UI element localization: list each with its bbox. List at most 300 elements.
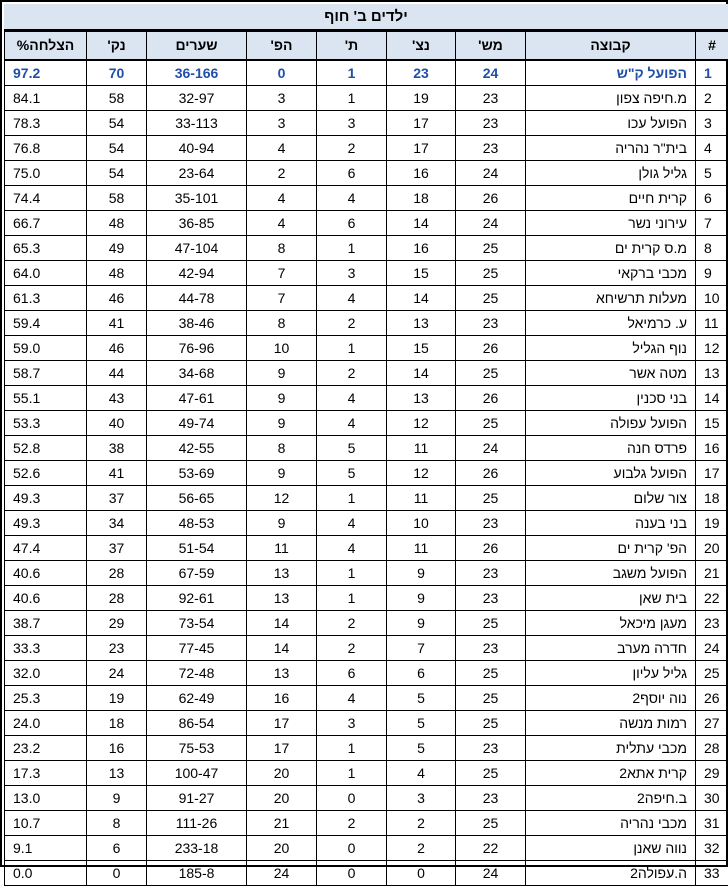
cell-rank: 10 — [696, 286, 728, 311]
cell-team: ע. כרמיאל — [526, 311, 696, 336]
cell-wins: 10 — [387, 511, 456, 536]
cell-draws: 4 — [317, 536, 387, 561]
cell-points: 54 — [87, 161, 147, 186]
cell-goals: 23-64 — [147, 161, 247, 186]
cell-losses: 14 — [247, 636, 317, 661]
cell-draws: 1 — [317, 336, 387, 361]
cell-rank: 21 — [696, 561, 728, 586]
cell-team: מ.ס קרית ים — [526, 236, 696, 261]
cell-draws: 0 — [317, 861, 387, 886]
cell-success-pct: 59.4 — [5, 311, 87, 336]
cell-points: 23 — [87, 636, 147, 661]
cell-rank: 14 — [696, 386, 728, 411]
cell-games: 23 — [456, 636, 526, 661]
cell-team: ה.עפולה2 — [526, 861, 696, 886]
cell-success-pct: 52.8 — [5, 436, 87, 461]
cell-success-pct: 40.6 — [5, 586, 87, 611]
cell-team: בית"ר נהריה — [526, 136, 696, 161]
cell-points: 58 — [87, 86, 147, 111]
cell-team: גליל גולן — [526, 161, 696, 186]
cell-rank: 2 — [696, 86, 728, 111]
cell-wins: 19 — [387, 86, 456, 111]
cell-team: חדרה מערב — [526, 636, 696, 661]
cell-wins: 5 — [387, 711, 456, 736]
cell-team: נוה יוסף2 — [526, 686, 696, 711]
cell-draws: 1 — [317, 586, 387, 611]
cell-losses: 3 — [247, 111, 317, 136]
cell-wins: 18 — [387, 186, 456, 211]
cell-games: 25 — [456, 711, 526, 736]
cell-success-pct: 32.0 — [5, 661, 87, 686]
cell-rank: 8 — [696, 236, 728, 261]
cell-losses: 24 — [247, 861, 317, 886]
cell-games: 23 — [456, 511, 526, 536]
cell-team: פרדס חנה — [526, 436, 696, 461]
cell-losses: 13 — [247, 586, 317, 611]
header-goals: שערים — [147, 32, 247, 61]
cell-games: 25 — [456, 286, 526, 311]
table-row — [5, 236, 728, 261]
cell-goals: 48-53 — [147, 511, 247, 536]
cell-rank: 30 — [696, 786, 728, 811]
cell-rank: 25 — [696, 661, 728, 686]
cell-wins: 3 — [387, 786, 456, 811]
cell-points: 16 — [87, 736, 147, 761]
cell-goals: 73-54 — [147, 611, 247, 636]
cell-wins: 2 — [387, 811, 456, 836]
cell-draws: 1 — [317, 60, 387, 86]
cell-rank: 12 — [696, 336, 728, 361]
cell-draws: 2 — [317, 636, 387, 661]
table-row — [5, 486, 728, 511]
cell-wins: 11 — [387, 536, 456, 561]
table-row — [5, 361, 728, 386]
cell-rank: 26 — [696, 686, 728, 711]
cell-draws: 2 — [317, 136, 387, 161]
cell-games: 26 — [456, 186, 526, 211]
standings-table — [4, 31, 728, 886]
cell-team: הפ' קרית ים — [526, 536, 696, 561]
cell-goals: 77-45 — [147, 636, 247, 661]
cell-success-pct: 66.7 — [5, 211, 87, 236]
cell-points: 41 — [87, 311, 147, 336]
cell-success-pct: 61.3 — [5, 286, 87, 311]
cell-success-pct: 10.7 — [5, 811, 87, 836]
cell-losses: 7 — [247, 261, 317, 286]
table-row — [5, 561, 728, 586]
cell-wins: 17 — [387, 111, 456, 136]
cell-success-pct: 97.2 — [5, 60, 87, 86]
table-row — [5, 286, 728, 311]
cell-rank: 5 — [696, 161, 728, 186]
cell-team: קרית אתא2 — [526, 761, 696, 786]
cell-points: 8 — [87, 811, 147, 836]
cell-success-pct: 55.1 — [5, 386, 87, 411]
cell-draws: 1 — [317, 486, 387, 511]
cell-draws: 2 — [317, 361, 387, 386]
cell-draws: 4 — [317, 386, 387, 411]
table-row — [5, 536, 728, 561]
cell-games: 25 — [456, 611, 526, 636]
table-row — [5, 336, 728, 361]
cell-rank: 29 — [696, 761, 728, 786]
table-row — [5, 686, 728, 711]
cell-team: מכבי נהריה — [526, 811, 696, 836]
cell-goals: 67-59 — [147, 561, 247, 586]
table-row — [5, 661, 728, 686]
cell-games: 24 — [456, 60, 526, 86]
table-row — [5, 511, 728, 536]
cell-team: צור שלום — [526, 486, 696, 511]
cell-losses: 8 — [247, 436, 317, 461]
cell-wins: 11 — [387, 436, 456, 461]
header-points: נק' — [87, 32, 147, 61]
cell-draws: 2 — [317, 611, 387, 636]
cell-success-pct: 9.1 — [5, 836, 87, 861]
cell-losses: 4 — [247, 186, 317, 211]
cell-team: מטה אשר — [526, 361, 696, 386]
cell-losses: 20 — [247, 761, 317, 786]
header-success-pct: הצלחה% — [5, 32, 87, 61]
cell-success-pct: 76.8 — [5, 136, 87, 161]
table-row — [5, 411, 728, 436]
cell-games: 22 — [456, 836, 526, 861]
table-row — [5, 211, 728, 236]
cell-draws: 2 — [317, 311, 387, 336]
cell-goals: 111-26 — [147, 811, 247, 836]
cell-losses: 0 — [247, 60, 317, 86]
cell-losses: 12 — [247, 486, 317, 511]
cell-draws: 1 — [317, 561, 387, 586]
cell-team: נווה שאנן — [526, 836, 696, 861]
cell-draws: 4 — [317, 186, 387, 211]
cell-games: 26 — [456, 386, 526, 411]
cell-success-pct: 53.3 — [5, 411, 87, 436]
cell-wins: 17 — [387, 136, 456, 161]
cell-games: 23 — [456, 111, 526, 136]
cell-rank: 9 — [696, 261, 728, 286]
cell-points: 46 — [87, 286, 147, 311]
cell-wins: 5 — [387, 686, 456, 711]
cell-games: 23 — [456, 136, 526, 161]
cell-points: 28 — [87, 561, 147, 586]
cell-success-pct: 78.3 — [5, 111, 87, 136]
cell-points: 46 — [87, 336, 147, 361]
cell-games: 23 — [456, 736, 526, 761]
cell-games: 25 — [456, 361, 526, 386]
cell-goals: 47-104 — [147, 236, 247, 261]
cell-draws: 3 — [317, 261, 387, 286]
cell-success-pct: 49.3 — [5, 486, 87, 511]
cell-rank: 15 — [696, 411, 728, 436]
table-row — [5, 436, 728, 461]
cell-rank: 16 — [696, 436, 728, 461]
cell-points: 54 — [87, 111, 147, 136]
cell-success-pct: 64.0 — [5, 261, 87, 286]
cell-points: 40 — [87, 411, 147, 436]
cell-team: בני בענה — [526, 511, 696, 536]
cell-wins: 4 — [387, 761, 456, 786]
cell-success-pct: 65.3 — [5, 236, 87, 261]
header-wins: נצ' — [387, 32, 456, 61]
cell-wins: 12 — [387, 461, 456, 486]
cell-goals: 72-48 — [147, 661, 247, 686]
header-losses: הפ' — [247, 32, 317, 61]
cell-wins: 13 — [387, 386, 456, 411]
cell-success-pct: 17.3 — [5, 761, 87, 786]
table-row — [5, 736, 728, 761]
cell-losses: 16 — [247, 686, 317, 711]
cell-wins: 15 — [387, 336, 456, 361]
cell-team: בית שאן — [526, 586, 696, 611]
cell-draws: 4 — [317, 411, 387, 436]
cell-wins: 9 — [387, 586, 456, 611]
cell-draws: 2 — [317, 811, 387, 836]
cell-points: 49 — [87, 236, 147, 261]
cell-rank: 3 — [696, 111, 728, 136]
cell-rank: 13 — [696, 361, 728, 386]
cell-rank: 24 — [696, 636, 728, 661]
cell-games: 24 — [456, 436, 526, 461]
cell-losses: 9 — [247, 411, 317, 436]
cell-rank: 11 — [696, 311, 728, 336]
cell-success-pct: 38.7 — [5, 611, 87, 636]
cell-draws: 1 — [317, 236, 387, 261]
cell-team: עירוני נשר — [526, 211, 696, 236]
header-rank: # — [696, 32, 728, 61]
cell-goals: 42-55 — [147, 436, 247, 461]
cell-team: הפועל גלבוע — [526, 461, 696, 486]
cell-points: 13 — [87, 761, 147, 786]
cell-team: הפועל עפולה — [526, 411, 696, 436]
cell-losses: 2 — [247, 161, 317, 186]
cell-success-pct: 13.0 — [5, 786, 87, 811]
cell-wins: 12 — [387, 411, 456, 436]
cell-wins: 7 — [387, 636, 456, 661]
cell-wins: 9 — [387, 611, 456, 636]
cell-games: 23 — [456, 311, 526, 336]
cell-goals: 47-61 — [147, 386, 247, 411]
cell-team: הפועל משגב — [526, 561, 696, 586]
cell-success-pct: 52.6 — [5, 461, 87, 486]
cell-success-pct: 0.0 — [5, 861, 87, 886]
cell-goals: 92-61 — [147, 586, 247, 611]
table-row — [5, 261, 728, 286]
cell-games: 24 — [456, 211, 526, 236]
cell-success-pct: 59.0 — [5, 336, 87, 361]
cell-team: הפועל עכו — [526, 111, 696, 136]
table-row — [5, 586, 728, 611]
cell-points: 29 — [87, 611, 147, 636]
table-row — [5, 86, 728, 111]
cell-goals: 86-54 — [147, 711, 247, 736]
cell-points: 9 — [87, 786, 147, 811]
cell-games: 25 — [456, 486, 526, 511]
cell-rank: 4 — [696, 136, 728, 161]
cell-points: 43 — [87, 386, 147, 411]
cell-goals: 49-74 — [147, 411, 247, 436]
cell-games: 23 — [456, 86, 526, 111]
cell-games: 25 — [456, 411, 526, 436]
table-row — [5, 611, 728, 636]
cell-games: 25 — [456, 661, 526, 686]
cell-games: 23 — [456, 586, 526, 611]
table-row — [5, 111, 728, 136]
cell-goals: 44-78 — [147, 286, 247, 311]
cell-success-pct: 49.3 — [5, 511, 87, 536]
cell-losses: 20 — [247, 786, 317, 811]
cell-team: בני סכנין — [526, 386, 696, 411]
cell-losses: 3 — [247, 86, 317, 111]
cell-points: 58 — [87, 186, 147, 211]
cell-goals: 76-96 — [147, 336, 247, 361]
cell-games: 23 — [456, 786, 526, 811]
cell-draws: 1 — [317, 86, 387, 111]
cell-goals: 34-68 — [147, 361, 247, 386]
cell-success-pct: 40.6 — [5, 561, 87, 586]
table-row — [5, 836, 728, 861]
cell-team: נוף הגליל — [526, 336, 696, 361]
cell-goals: 53-69 — [147, 461, 247, 486]
table-row — [5, 786, 728, 811]
cell-rank: 7 — [696, 211, 728, 236]
cell-losses: 10 — [247, 336, 317, 361]
cell-losses: 9 — [247, 386, 317, 411]
cell-points: 0 — [87, 861, 147, 886]
cell-wins: 13 — [387, 311, 456, 336]
cell-points: 18 — [87, 711, 147, 736]
cell-games: 24 — [456, 861, 526, 886]
cell-team: מכבי ברקאי — [526, 261, 696, 286]
cell-wins: 9 — [387, 561, 456, 586]
cell-losses: 17 — [247, 711, 317, 736]
cell-rank: 17 — [696, 461, 728, 486]
cell-wins: 15 — [387, 261, 456, 286]
cell-wins: 16 — [387, 161, 456, 186]
cell-points: 38 — [87, 436, 147, 461]
table-row — [5, 386, 728, 411]
cell-points: 44 — [87, 361, 147, 386]
cell-points: 48 — [87, 261, 147, 286]
cell-points: 37 — [87, 486, 147, 511]
cell-rank: 28 — [696, 736, 728, 761]
cell-points: 54 — [87, 136, 147, 161]
cell-games: 26 — [456, 461, 526, 486]
cell-draws: 4 — [317, 286, 387, 311]
cell-games: 24 — [456, 161, 526, 186]
cell-success-pct: 75.0 — [5, 161, 87, 186]
cell-draws: 6 — [317, 661, 387, 686]
cell-rank: 6 — [696, 186, 728, 211]
cell-rank: 23 — [696, 611, 728, 636]
cell-losses: 13 — [247, 661, 317, 686]
cell-draws: 0 — [317, 786, 387, 811]
cell-rank: 31 — [696, 811, 728, 836]
cell-success-pct: 74.4 — [5, 186, 87, 211]
league-title: ילדים ב' חוף — [4, 4, 728, 31]
cell-games: 26 — [456, 536, 526, 561]
cell-team: מעגן מיכאל — [526, 611, 696, 636]
cell-goals: 62-49 — [147, 686, 247, 711]
cell-team: מ.חיפה צפון — [526, 86, 696, 111]
cell-wins: 16 — [387, 236, 456, 261]
cell-games: 25 — [456, 686, 526, 711]
cell-goals: 42-94 — [147, 261, 247, 286]
cell-games: 23 — [456, 561, 526, 586]
cell-wins: 11 — [387, 486, 456, 511]
table-row — [5, 811, 728, 836]
cell-losses: 9 — [247, 461, 317, 486]
cell-team: מעלות תרשיחא — [526, 286, 696, 311]
cell-losses: 7 — [247, 286, 317, 311]
cell-wins: 0 — [387, 861, 456, 886]
cell-losses: 21 — [247, 811, 317, 836]
cell-wins: 14 — [387, 361, 456, 386]
cell-goals: 35-101 — [147, 186, 247, 211]
cell-points: 28 — [87, 586, 147, 611]
cell-goals: 38-46 — [147, 311, 247, 336]
cell-draws: 0 — [317, 836, 387, 861]
cell-wins: 6 — [387, 661, 456, 686]
table-row — [5, 311, 728, 336]
cell-team: קרית חיים — [526, 186, 696, 211]
cell-rank: 19 — [696, 511, 728, 536]
cell-losses: 9 — [247, 361, 317, 386]
cell-draws: 1 — [317, 761, 387, 786]
header-draws: ת' — [317, 32, 387, 61]
cell-goals: 75-53 — [147, 736, 247, 761]
cell-wins: 14 — [387, 211, 456, 236]
table-row — [5, 761, 728, 786]
cell-losses: 13 — [247, 561, 317, 586]
cell-success-pct: 24.0 — [5, 711, 87, 736]
cell-points: 70 — [87, 60, 147, 86]
cell-rank: 33 — [696, 861, 728, 886]
cell-goals: 40-94 — [147, 136, 247, 161]
table-row — [5, 161, 728, 186]
cell-rank: 27 — [696, 711, 728, 736]
cell-team: הפועל ק"ש — [526, 60, 696, 86]
cell-games: 25 — [456, 261, 526, 286]
cell-team: מכבי עתלית — [526, 736, 696, 761]
cell-goals: 32-97 — [147, 86, 247, 111]
cell-losses: 17 — [247, 736, 317, 761]
cell-draws: 6 — [317, 211, 387, 236]
cell-wins: 2 — [387, 836, 456, 861]
cell-team: רמות מנשה — [526, 711, 696, 736]
cell-rank: 32 — [696, 836, 728, 861]
cell-losses: 9 — [247, 511, 317, 536]
cell-losses: 14 — [247, 611, 317, 636]
table-row — [5, 636, 728, 661]
cell-games: 26 — [456, 336, 526, 361]
cell-success-pct: 23.2 — [5, 736, 87, 761]
header-row — [5, 32, 728, 61]
cell-draws: 3 — [317, 711, 387, 736]
table-row — [5, 136, 728, 161]
cell-losses: 4 — [247, 211, 317, 236]
cell-wins: 5 — [387, 736, 456, 761]
cell-rank: 1 — [696, 60, 728, 86]
cell-draws: 5 — [317, 461, 387, 486]
cell-points: 24 — [87, 661, 147, 686]
cell-points: 48 — [87, 211, 147, 236]
cell-goals: 51-54 — [147, 536, 247, 561]
cell-rank: 22 — [696, 586, 728, 611]
cell-team: ב.חיפה2 — [526, 786, 696, 811]
cell-games: 25 — [456, 236, 526, 261]
cell-losses: 8 — [247, 311, 317, 336]
